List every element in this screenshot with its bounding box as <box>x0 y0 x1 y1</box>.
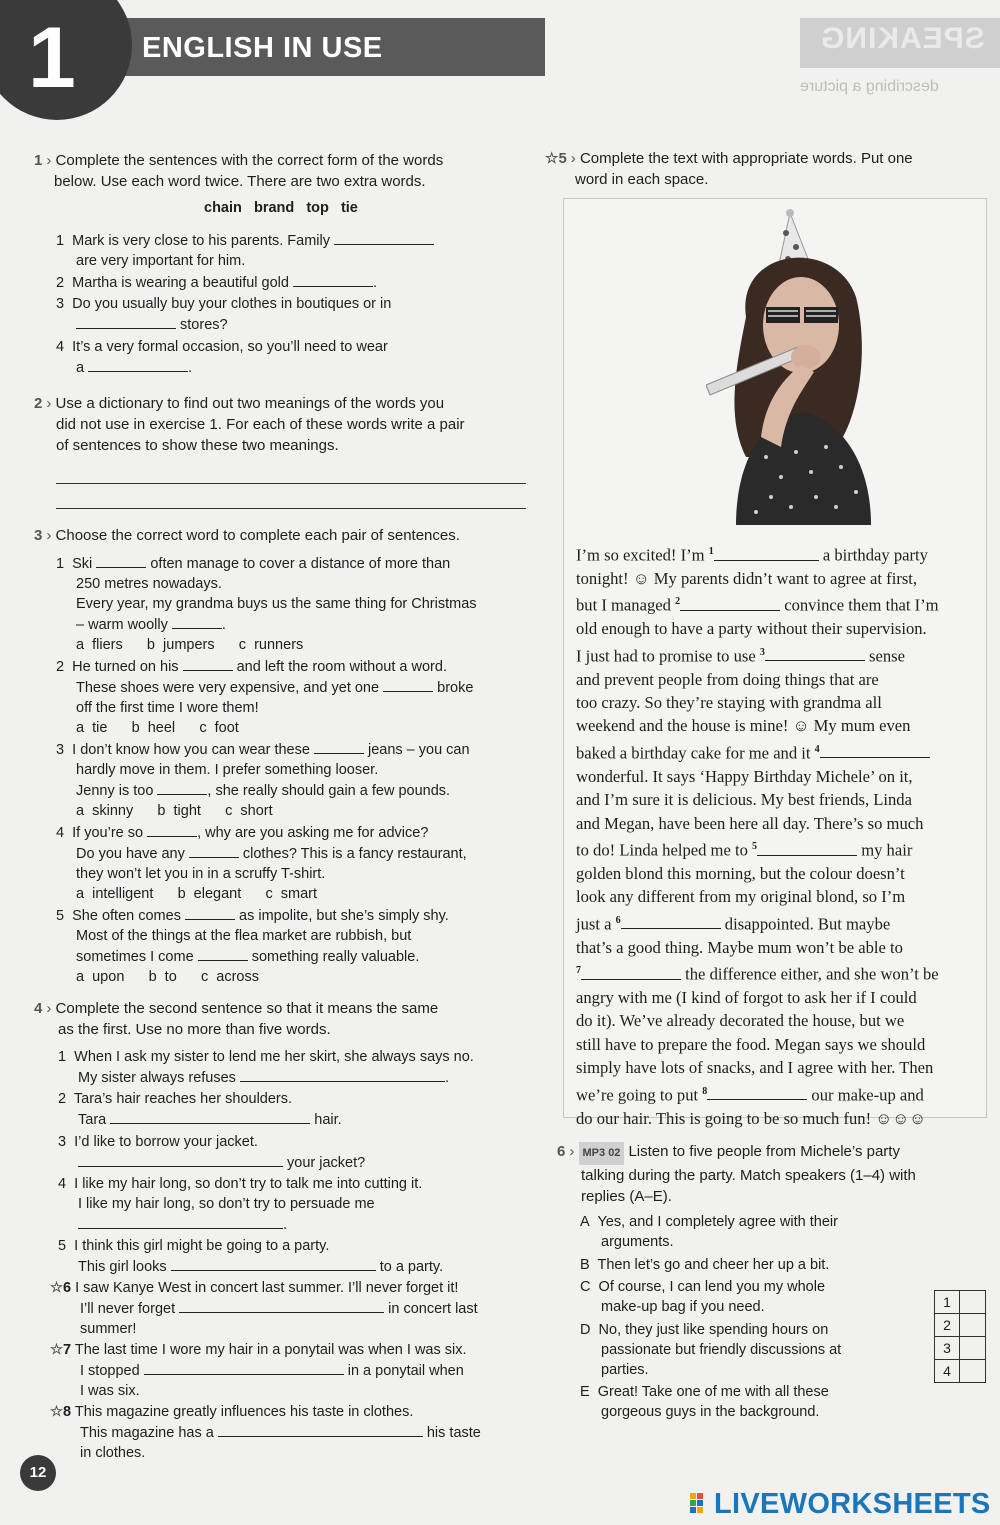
ex3-item-4: 4 If you’re so , why are you asking me for advice? Do you have any clothes? This is a fancy restaurant, they won’t let you in in a scruffy T-shirt. a intelligent b elegant c smart <box>56 822 536 904</box>
answer-blank[interactable] <box>110 1109 310 1124</box>
story-line: baked a birthday cake for me and it $^4$ <box>576 738 980 765</box>
audio-track-badge[interactable]: MP3 02 <box>579 1142 625 1165</box>
ex3-item-1: 1 Ski often manage to cover a distance of more than 250 metres nowadays. Every year, my grandma buys us the same thing for Christmas – warm woolly . a fliers b jumpers c runners <box>56 553 536 655</box>
answer-blank[interactable] <box>218 1422 423 1437</box>
mirrored-header-text: SPEAKING <box>820 22 985 55</box>
grid-speaker-label: 4 <box>935 1360 960 1383</box>
answer-blank[interactable] <box>179 1298 384 1313</box>
answer-blank[interactable] <box>96 553 146 568</box>
answer-blank[interactable] <box>88 357 188 372</box>
story-line: golden blond this morning, but the colour doesn’t <box>576 863 905 883</box>
exercise-number: 1 <box>34 152 43 169</box>
answer-blank[interactable] <box>171 1256 376 1271</box>
exercise-5-instruction: ☆5 › Complete the text with appropriate words. Put one word in each space. <box>545 150 913 188</box>
story-text <box>576 540 980 1130</box>
answer-blank[interactable] <box>293 272 373 287</box>
gap-4[interactable] <box>820 743 930 758</box>
answer-blank[interactable] <box>172 614 222 629</box>
story-line: tonight! ☺ My parents didn’t want to agree at first, <box>576 568 918 588</box>
story-line: I just had to promise to use $^3$ sense <box>576 646 905 666</box>
answer-blank[interactable] <box>189 843 239 858</box>
matching-grid <box>934 1290 986 1383</box>
ex3-item-3: 3 I don’t know how you can wear these jeans – you can hardly move in them. I prefer something looser. Jenny is too , she really should gain a few pounds. a skinny b tight c short <box>56 739 536 821</box>
story-line: do our hair. This is going to be so much fun! ☺☺☺ <box>576 1108 927 1128</box>
grid-answer-cell[interactable] <box>960 1337 986 1360</box>
unit-number: 1 <box>28 10 76 106</box>
word-bank: chain brand top tie <box>204 200 358 216</box>
liveworksheets-logo-icon <box>690 1493 710 1515</box>
answer-blank[interactable] <box>334 230 434 245</box>
story-line: too crazy. So they’re staying with grandma all <box>576 693 882 713</box>
story-line: and prevent people from doing things that are <box>576 669 879 689</box>
grid-speaker-label: 1 <box>935 1291 960 1314</box>
challenge-star-icon: ☆ <box>50 1280 63 1296</box>
story-line: just a $^6$ disappointed. But maybe <box>576 914 891 934</box>
gap-7[interactable] <box>581 965 681 980</box>
ex4-item-1: 1 When I ask my sister to lend me her skirt, she always says no. My sister always refuses . <box>58 1049 474 1086</box>
unit-title: ENGLISH IN USE <box>142 32 383 64</box>
ex4-item-6: ☆6 I saw Kanye West in concert last summer. I’ll never forget it! I’ll never forget in concert last summer! <box>50 1280 478 1337</box>
ex1-item-4: 4 It’s a very formal occasion, so you’ll need to wear a . <box>56 339 388 376</box>
story-line: weekend and the house is mine! ☺ My mum even <box>576 716 911 736</box>
grid-answer-cell[interactable] <box>960 1291 986 1314</box>
answer-blank[interactable] <box>144 1360 344 1375</box>
challenge-star-icon: ☆ <box>50 1342 63 1358</box>
answer-blank[interactable] <box>147 822 197 837</box>
story-line: look any different from my original blond, so I’m <box>576 887 906 907</box>
story-line: and I’m sure it is delicious. My best friends, Linda <box>576 790 912 810</box>
mirrored-subheader-text: describing a picture <box>800 78 939 95</box>
party-girl-photo <box>706 207 896 525</box>
answer-blank[interactable] <box>383 677 433 692</box>
challenge-star-icon: ☆ <box>545 150 559 167</box>
grid-speaker-label: 2 <box>935 1314 960 1337</box>
story-line: but I managed $^2$ convince them that I’m <box>576 595 939 615</box>
grid-answer-cell[interactable] <box>960 1314 986 1337</box>
answer-line[interactable] <box>56 508 526 509</box>
story-line: old enough to have a party without their supervision. <box>576 619 927 639</box>
answer-blank[interactable] <box>185 905 235 920</box>
story-line: we’re going to put $^8$ our make-up and <box>576 1085 924 1105</box>
ex4-item-3: 3 I’d like to borrow your jacket. your jacket? <box>58 1134 366 1171</box>
exercise-2-instruction: 2 › Use a dictionary to find out two meanings of the words you did not use in exercise 1. For each of these words write a pair of sentences to show these two meanings. <box>34 395 465 454</box>
story-line: simply have lots of snacks, and I agree with her. Then <box>576 1058 934 1078</box>
exercise-1-instruction: 1 › Complete the sentences with the correct form of the words below. Use each word twice. There are two extra words. <box>34 152 444 190</box>
answer-blank[interactable] <box>198 946 248 961</box>
ex6-reply-e: E Great! Take one of me with all these gorgeous guys in the background. <box>580 1384 829 1420</box>
exercise-4-instruction: 4 › Complete the second sentence so that it means the same as the first. Use no more than five words. <box>34 1000 439 1038</box>
ex3-item-2: 2 He turned on his and left the room without a word. These shoes were very expensive, and yet one broke off the first time I wore them! a tie b heel c foot <box>56 656 536 738</box>
brand-name: LIVEWORKSHEETS <box>714 1488 991 1520</box>
gap-2[interactable] <box>680 596 780 611</box>
story-line: wonderful. It says ‘Happy Birthday Michele’ on it, <box>576 766 913 786</box>
ex1-item-3: 3 Do you usually buy your clothes in boutiques or in stores? <box>56 296 392 333</box>
gap-8[interactable] <box>707 1085 807 1100</box>
answer-blank[interactable] <box>78 1152 283 1167</box>
page-number: 12 <box>20 1455 56 1491</box>
ex4-item-7: ☆7 The last time I wore my hair in a ponytail was when I was six. I stopped in a ponytail when I was six. <box>50 1342 467 1399</box>
answer-blank[interactable] <box>76 314 176 329</box>
ex6-reply-a: A Yes, and I completely agree with their arguments. <box>580 1214 838 1250</box>
gap-6[interactable] <box>621 914 721 929</box>
answer-line[interactable] <box>56 483 526 484</box>
gap-1[interactable] <box>714 546 819 561</box>
story-line: $^7$ the difference either, and she won’t be <box>576 964 939 984</box>
ex1-item-2: 2 Martha is wearing a beautiful gold . <box>56 272 526 293</box>
story-line: angry with me (I kind of forgot to ask her if I could <box>576 988 917 1008</box>
exercise-6-instruction: 6 › MP3 02 Listen to five people from Michele’s party talking during the party. Match speakers (1–4) with replies (A–E). <box>557 1143 916 1205</box>
answer-blank[interactable] <box>157 780 207 795</box>
answer-blank[interactable] <box>183 656 233 671</box>
gap-3[interactable] <box>765 646 865 661</box>
exercise-3-instruction: 3 › Choose the correct word to complete each pair of sentences. <box>34 527 460 544</box>
story-line: do it). We’ve already decorated the house, but we <box>576 1011 905 1031</box>
story-line: that’s a good thing. Maybe mum won’t be able to <box>576 937 903 957</box>
answer-blank[interactable] <box>240 1067 445 1082</box>
gap-5[interactable] <box>757 841 857 856</box>
ex4-item-2: 2 Tara’s hair reaches her shoulders. Tara hair. <box>58 1091 342 1128</box>
brand-footer <box>690 1488 991 1521</box>
ex4-item-8: ☆8 This magazine greatly influences his taste in clothes. This magazine has a his taste in clothes. <box>50 1404 481 1461</box>
grid-answer-cell[interactable] <box>960 1360 986 1383</box>
story-line: still have to prepare the food. Megan says we should <box>576 1034 926 1054</box>
story-line: I’m so excited! I’m $^1$ a birthday party <box>576 545 928 565</box>
grid-speaker-label: 3 <box>935 1337 960 1360</box>
ex6-reply-c: C Of course, I can lend you my whole make-up bag if you need. <box>580 1279 826 1315</box>
ex1-item-1: 1 Mark is very close to his parents. Family are very important for him. <box>56 230 526 271</box>
ex3-item-5: 5 She often comes as impolite, but she’s simply shy. Most of the things at the flea market are rubbish, but sometimes I come something really valuable. a upon b to c across <box>56 905 536 987</box>
ex6-reply-b: B Then let’s go and cheer her up a bit. <box>580 1257 830 1273</box>
story-line: to do! Linda helped me to $^5$ my hair <box>576 840 913 860</box>
answer-blank[interactable] <box>78 1214 283 1229</box>
ex6-reply-d: D No, they just like spending hours on passionate but friendly discussions at parties. <box>580 1322 842 1378</box>
ex4-item-5: 5 I think this girl might be going to a party. This girl looks to a party. <box>58 1238 444 1275</box>
challenge-star-icon: ☆ <box>50 1404 63 1420</box>
story-line: and Megan, have been here all day. There’s so much <box>576 813 924 833</box>
ex4-item-4: 4 I like my hair long, so don’t try to talk me into cutting it. I like my hair long, so don’t try to persuade me . <box>58 1176 423 1233</box>
answer-blank[interactable] <box>314 739 364 754</box>
